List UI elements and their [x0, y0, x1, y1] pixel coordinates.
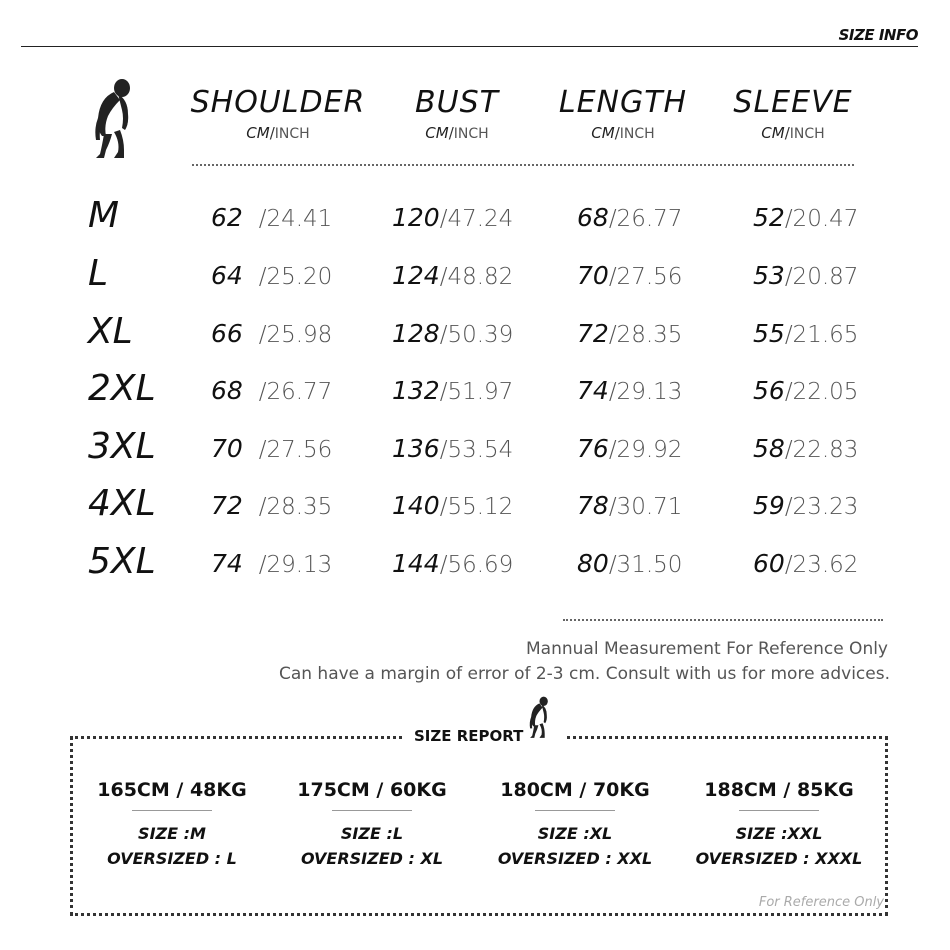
body-measurement: 165CM / 48KG: [97, 779, 247, 801]
unit-separator: /: [614, 124, 620, 142]
entry-divider: [132, 810, 212, 811]
header-divider: [21, 46, 918, 47]
length-cell: [577, 434, 682, 465]
oversized-size: OVERSIZED : L: [107, 849, 237, 868]
entry-divider: [739, 810, 819, 811]
size-report-entry: [77, 778, 267, 871]
cm-value: 80: [577, 549, 609, 578]
cm-value: 52: [753, 203, 785, 232]
cm-value: 59: [753, 491, 785, 520]
unit-cm: CM: [425, 124, 449, 142]
cm-value: 76: [577, 434, 609, 463]
size-label: 5XL: [88, 541, 156, 582]
cm-value: 55: [753, 319, 785, 348]
unit-separator: /: [448, 124, 454, 142]
inch-value: /20.47: [784, 206, 859, 232]
body-measurement: 188CM / 85KG: [704, 779, 854, 801]
margin-note: Can have a margin of error of 2-3 cm. Consult with us for more advices.: [278, 664, 890, 684]
inch-value: /26.77: [258, 379, 333, 405]
size-label: 4XL: [88, 483, 156, 524]
notes-dotted-divider: [563, 619, 883, 621]
length-cell: [577, 491, 682, 522]
cm-value: 132: [392, 376, 440, 405]
cm-value: 78: [577, 491, 609, 520]
unit-inch: INCH: [789, 126, 825, 142]
size-label: 3XL: [88, 426, 156, 467]
sleeve-cell: [753, 376, 858, 407]
unit-separator: /: [269, 124, 275, 142]
oversized-size: OVERSIZED : XXL: [497, 849, 653, 868]
inch-value: /25.20: [258, 264, 333, 290]
body-measurement: 180CM / 70KG: [500, 779, 650, 801]
unit-inch: INCH: [274, 126, 310, 142]
cm-value: 64: [211, 261, 243, 290]
size-report-entry: [684, 778, 874, 871]
size-report-entry: [277, 778, 467, 871]
cm-value: 70: [211, 434, 243, 463]
cm-value: 60: [753, 549, 785, 578]
cm-value: 74: [211, 549, 243, 578]
column-unit: [533, 124, 713, 143]
column-header-length: [533, 86, 713, 143]
bust-cell: [392, 261, 513, 292]
column-header-shoulder: [188, 86, 368, 143]
header-title: SIZE INFO: [838, 26, 918, 44]
reference-footnote: For Reference Only: [758, 895, 884, 910]
cm-value: 120: [392, 203, 440, 232]
column-title: LENGTH: [558, 85, 688, 120]
unit-inch: INCH: [619, 126, 655, 142]
cm-value: 70: [577, 261, 609, 290]
inch-value: /21.65: [784, 322, 859, 348]
cm-value: 66: [211, 319, 243, 348]
inch-value: /55.12: [439, 494, 514, 520]
cm-value: 144: [392, 549, 440, 578]
ape-figure-icon: [528, 694, 552, 742]
column-unit: [703, 124, 883, 143]
cm-value: 53: [753, 261, 785, 290]
inch-value: /29.13: [608, 379, 683, 405]
sleeve-cell: [753, 549, 858, 580]
inch-value: /29.13: [258, 552, 333, 578]
shoulder-cell: [211, 261, 332, 292]
cm-value: 58: [753, 434, 785, 463]
unit-cm: CM: [761, 124, 785, 142]
unit-inch: INCH: [453, 126, 489, 142]
inch-value: /24.41: [258, 206, 333, 232]
column-title: SHOULDER: [190, 85, 366, 120]
recommended-size: SIZE :XL: [537, 824, 613, 843]
oversized-size: OVERSIZED : XXXL: [695, 849, 863, 868]
inch-value: /48.82: [439, 264, 514, 290]
cm-value: 72: [211, 491, 243, 520]
sleeve-cell: [753, 319, 858, 350]
bust-cell: [392, 434, 513, 465]
inch-value: /23.23: [784, 494, 859, 520]
inch-value: /26.77: [608, 206, 683, 232]
inch-value: /22.83: [784, 437, 859, 463]
sleeve-cell: [753, 261, 858, 292]
inch-value: /50.39: [439, 322, 514, 348]
length-cell: [577, 203, 682, 234]
shoulder-cell: [211, 491, 332, 522]
inch-value: /28.35: [608, 322, 683, 348]
unit-separator: /: [784, 124, 790, 142]
size-report-entry: [480, 778, 670, 871]
cm-value: 56: [753, 376, 785, 405]
entry-divider: [535, 810, 615, 811]
length-cell: [577, 376, 682, 407]
sleeve-cell: [753, 491, 858, 522]
bust-cell: [392, 319, 513, 350]
length-cell: [577, 261, 682, 292]
length-cell: [577, 549, 682, 580]
recommended-size: SIZE :M: [138, 824, 206, 843]
unit-cm: CM: [246, 124, 270, 142]
cm-value: 140: [392, 491, 440, 520]
column-unit: [188, 124, 368, 143]
inch-value: /30.71: [608, 494, 683, 520]
sleeve-cell: [753, 203, 858, 234]
recommended-size: SIZE :XXL: [735, 824, 823, 843]
sleeve-cell: [753, 434, 858, 465]
size-label: 2XL: [88, 368, 156, 409]
size-label: L: [88, 253, 109, 294]
size-report-title: SIZE REPORT: [414, 727, 524, 745]
inch-value: /29.92: [608, 437, 683, 463]
cm-value: 68: [577, 203, 609, 232]
cm-value: 68: [211, 376, 243, 405]
shoulder-cell: [211, 376, 332, 407]
cm-value: 62: [211, 203, 243, 232]
column-header-bust: [367, 86, 547, 143]
length-cell: [577, 319, 682, 350]
inch-value: /28.35: [258, 494, 333, 520]
ape-figure-icon: [92, 78, 138, 162]
shoulder-cell: [211, 319, 332, 350]
inch-value: /27.56: [608, 264, 683, 290]
recommended-size: SIZE :L: [340, 824, 404, 843]
cm-value: 124: [392, 261, 440, 290]
column-header-sleeve: [703, 86, 883, 143]
inch-value: /53.54: [439, 437, 514, 463]
size-label: M: [88, 195, 120, 236]
measurement-note: Mannual Measurement For Reference Only: [526, 639, 888, 659]
inch-value: /51.97: [439, 379, 514, 405]
body-measurement: 175CM / 60KG: [297, 779, 447, 801]
cm-value: 72: [577, 319, 609, 348]
inch-value: /20.87: [784, 264, 859, 290]
inch-value: /56.69: [439, 552, 514, 578]
shoulder-cell: [211, 549, 332, 580]
bust-cell: [392, 491, 513, 522]
size-label: XL: [88, 311, 133, 352]
bust-cell: [392, 376, 513, 407]
column-title: BUST: [415, 85, 499, 120]
inch-value: /47.24: [439, 206, 514, 232]
header-dotted-divider: [192, 164, 854, 166]
inch-value: /27.56: [258, 437, 333, 463]
oversized-size: OVERSIZED : XL: [300, 849, 444, 868]
inch-value: /31.50: [608, 552, 683, 578]
cm-value: 128: [392, 319, 440, 348]
unit-cm: CM: [591, 124, 615, 142]
cm-value: 136: [392, 434, 440, 463]
inch-value: /23.62: [784, 552, 859, 578]
shoulder-cell: [211, 434, 332, 465]
bust-cell: [392, 203, 513, 234]
inch-value: /25.98: [258, 322, 333, 348]
column-unit: [367, 124, 547, 143]
shoulder-cell: [211, 203, 332, 234]
column-title: SLEEVE: [733, 85, 853, 120]
inch-value: /22.05: [784, 379, 859, 405]
entry-divider: [332, 810, 412, 811]
bust-cell: [392, 549, 513, 580]
cm-value: 74: [577, 376, 609, 405]
